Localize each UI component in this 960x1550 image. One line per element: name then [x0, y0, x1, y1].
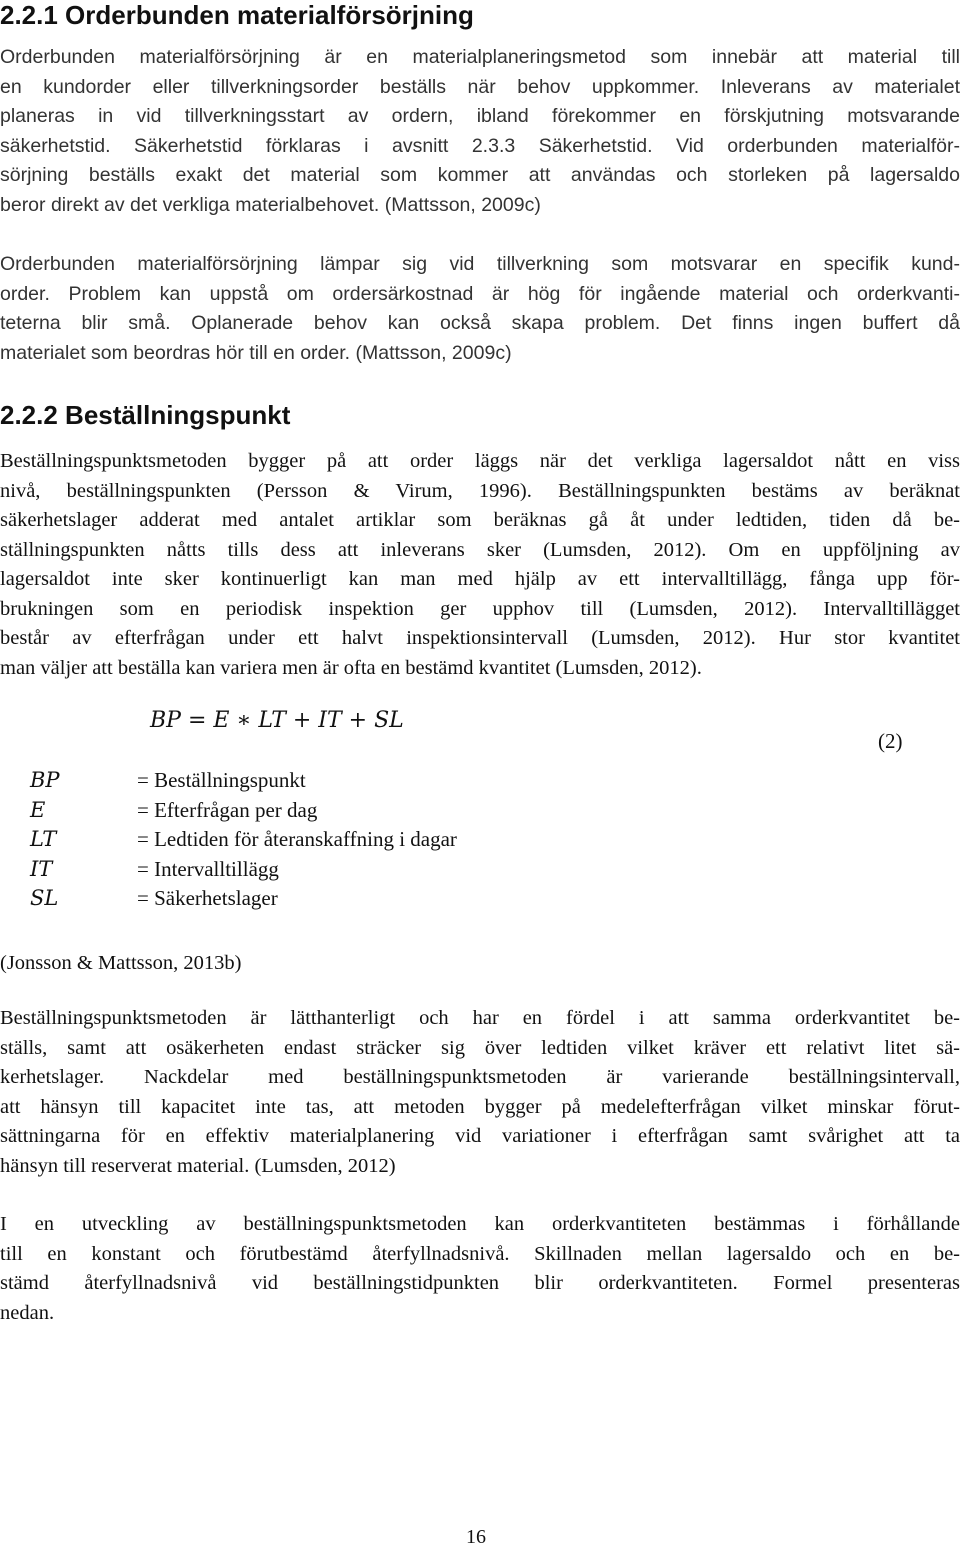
text-line: Beställningspunktsmetoden är lätthanterligt och har en fördel i att samma orderkvantitet be- — [0, 1007, 960, 1029]
paragraph-bestallningspunkt-pros-cons — [0, 1004, 960, 1182]
definition-text: = Intervalltillägg — [137, 856, 279, 881]
text-line: ställs, samt att osäkerheten endast sträcker sig över ledtiden vilket kräver ett relativt litet sä- — [0, 1036, 960, 1059]
text-line: en kundorder eller tillverkningsorder beställs när behov uppkommer. Inleverans av materialet — [0, 75, 960, 98]
section-heading-bestallningspunkt: 2.2.2 Beställningspunkt — [0, 400, 291, 430]
text-line: säkerhetslager adderat med antalet artiklar som beräknas gå åt under ledtiden, tiden då be- — [0, 509, 960, 531]
formula-source-citation: (Jonsson & Mattsson, 2013b) — [0, 952, 242, 974]
definition-text: = Säkerhetslager — [137, 886, 278, 910]
paragraph-bestallningspunkt-intro — [0, 447, 960, 683]
definition-symbol: IT — [30, 856, 53, 881]
text-line: I en utveckling av beställningspunktsmetoden kan orderkvantiteten bestämmas i förhållande — [0, 1213, 960, 1235]
definition-symbol: E — [30, 797, 46, 822]
text-line: sättningarna för en effektiv materialplanering vid variationer i efterfrågan samt svårighet att ta — [0, 1125, 960, 1148]
text-line: lagersaldot inte sker kontinuerligt kan man med hjälp av ett intervalltillägg, fånga upp för- — [0, 568, 960, 590]
text-line: till en konstant och förutbestämd återfyllnadsnivå. Skillnaden mellan lagersaldo och en be- — [0, 1242, 960, 1265]
text-line: säkerhetstid. Säkerhetstid förklaras i avsnitt 2.3.3 Säkerhetstid. Vid orderbunden materialför- — [0, 134, 960, 157]
text-line: Beställningspunktsmetoden bygger på att order läggs när det verkliga lagersaldot nått en viss — [0, 450, 960, 472]
text-line: att hänsyn till kapacitet inte tas, att metoden bygger på medelefterfrågan vilket minskar förut- — [0, 1095, 960, 1118]
text-line: nedan. — [0, 1301, 55, 1324]
definition-text: = Beställningspunkt — [137, 768, 306, 792]
page-number: 16 — [466, 1526, 486, 1548]
text-line: beror direkt av det verkliga materialbehovet. (Mattsson, 2009c) — [0, 193, 541, 216]
definition-text: = Efterfrågan per dag — [137, 797, 318, 822]
text-line: planeras in vid tillverkningsstart av ordern, ibland förekommer en förskjutning motsvarande — [0, 105, 960, 127]
definition-symbol: BP — [30, 768, 60, 792]
formula-bestallningspunkt: BP = E ∗ LT + IT + SL — [150, 708, 404, 733]
definition-symbol: LT — [30, 827, 57, 851]
text-line: Orderbunden materialförsörjning lämpar sig vid tillverkning som motsvarar en specifik kund- — [0, 253, 960, 275]
text-line: sörjning beställs exakt det material som kommer att användas och storleken på lagersaldo — [0, 164, 960, 186]
text-line: ställningspunkten nåtts tills dess att inleverans sker (Lumsden, 2012). Om en uppföljning av — [0, 538, 960, 561]
text-line: stämd återfyllnadsnivå vid beställningstidpunkten blir orderkvantiteten. Formel presenteras — [0, 1272, 960, 1295]
text-line: order. Problem kan uppstå om ordersärkostnad är hög för ingående material och orderkvanti- — [0, 282, 960, 305]
text-line: består av efterfrågan under ett halvt inspektionsintervall (Lumsden, 2012). Hur stor kvantitet — [0, 627, 960, 649]
paragraph-orderbunden-intro — [0, 43, 960, 220]
text-line: nivå, beställningspunkten (Persson & Virum, 1996). Beställningspunkten bestäms av beräknat — [0, 479, 960, 502]
definition-symbol: SL — [30, 886, 59, 910]
text-line: kerhetslager. Nackdelar med beställningspunktsmetoden är varierande beställningsintervall, — [0, 1066, 960, 1089]
text-line: brukningen som en periodisk inspektion ger upphov till (Lumsden, 2012). Intervalltillägget — [0, 597, 960, 620]
text-line: hänsyn till reserverat material. (Lumsden, 2012) — [0, 1154, 396, 1177]
text-line: man väljer att beställa kan variera men är ofta en bestämd kvantitet (Lumsden, 2012). — [0, 656, 702, 679]
text-line: materialet som beordras hör till en order. (Mattsson, 2009c) — [0, 341, 512, 364]
definition-text: = Ledtiden för återanskaffning i dagar — [137, 827, 457, 851]
paragraph-bestallningspunkt-development — [0, 1210, 960, 1328]
text-line: Orderbunden materialförsörjning är en materialplaneringsmetod som innebär att material till — [0, 46, 960, 68]
section-heading-orderbunden: 2.2.1 Orderbunden materialförsörjning — [0, 0, 474, 30]
text-line: teterna blir små. Oplanerade behov kan också skapa problem. Det finns ingen buffert då — [0, 312, 960, 334]
equation-number: (2) — [878, 729, 903, 753]
paragraph-orderbunden-suitability — [0, 250, 960, 368]
